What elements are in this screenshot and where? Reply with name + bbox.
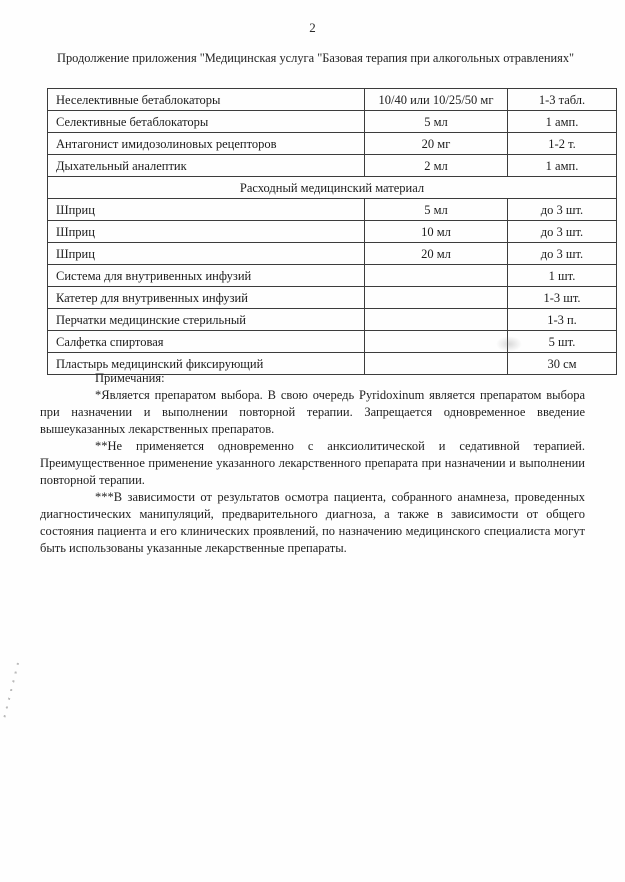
page-number: 2 [309,20,316,35]
table-cell-name: Антагонист имидозолиновых рецепторов [48,133,365,155]
table-cell-name: Пластырь медицинский фиксирующий [48,353,365,375]
table-row [48,331,617,353]
table-cell-dose: 20 мг [365,133,508,155]
table-cell-name: Неселективные бетаблокаторы [48,89,365,111]
table-row [48,111,617,133]
table-row [48,265,617,287]
table-cell-name: Селективные бетаблокаторы [48,111,365,133]
table-cell-name: Шприц [48,199,365,221]
table-row [48,133,617,155]
table-row [48,243,617,265]
table-cell-name: Дыхательный аналептик [48,155,365,177]
notes-section [40,370,585,557]
table-cell-dose [365,331,508,353]
table-cell-dose: 20 мл [365,243,508,265]
table-cell-dose [365,309,508,331]
note-paragraph-3: ***В зависимости от результатов осмотра пациента, собранного анамнеза, проведенных диагностических манипуляций, предварительного диагноза, а также в зависимости от общего состояния пациента и его клинических проявлений, по назначению медицинского специалиста могут быть использованы указанные лекарственные препараты. [40,490,585,555]
materials-table-body [48,89,617,375]
table-cell-dose: 5 мл [365,111,508,133]
table-cell-dose: 2 мл [365,155,508,177]
materials-table [47,88,617,375]
table-cell-qty: 1 амп. [508,111,617,133]
table-row [48,89,617,111]
table-cell-name: Система для внутривенных инфузий [48,265,365,287]
section-header-cell: Расходный медицинский материал [48,177,617,199]
table-cell-name: Перчатки медицинские стерильный [48,309,365,331]
table-cell-qty: 1-2 т. [508,133,617,155]
table-cell-name: Катетер для внутривенных инфузий [48,287,365,309]
table-cell-dose: 10 мл [365,221,508,243]
note-paragraph-1: *Является препаратом выбора. В свою очередь Pyridoxinum является препаратом выбора при назначении и выполнении повторной терапии. Запрещается одновременное введение вышеуказанных лекарственных препаратов. [40,388,585,436]
table-cell-qty: 1 шт. [508,265,617,287]
table-cell-qty: до 3 шт. [508,243,617,265]
notes-title: Примечания: [95,371,165,385]
table-cell-qty: до 3 шт. [508,199,617,221]
table-row [48,155,617,177]
table-row [48,287,617,309]
table-cell-dose [365,265,508,287]
table-cell-qty: 1-3 табл. [508,89,617,111]
document-header: Продолжение приложения "Медицинская услуга "Базовая терапия при алкогольных отравлениях" [57,51,575,65]
table-row [48,199,617,221]
table-cell-qty: 5 шт. [508,331,617,353]
table-cell-dose: 5 мл [365,199,508,221]
table-cell-qty: 30 см [508,353,617,375]
table-cell-dose [365,287,508,309]
table-cell-name: Шприц [48,243,365,265]
scan-artifact-mark [4,662,18,722]
table-cell-qty: 1-3 п. [508,309,617,331]
table-cell-qty: 1-3 шт. [508,287,617,309]
table-cell-qty: до 3 шт. [508,221,617,243]
table-cell-name: Шприц [48,221,365,243]
table-cell-name: Салфетка спиртовая [48,331,365,353]
table-row [48,309,617,331]
table-row [48,221,617,243]
table-cell-qty: 1 амп. [508,155,617,177]
table-row [48,177,617,199]
note-paragraph-2: **Не применяется одновременно с анксиолитической и седативной терапией. Преимущественное применение указанного лекарственного препарата при назначении и выполнении повторной терапии. [40,439,585,487]
table-cell-dose: 10/40 или 10/25/50 мг [365,89,508,111]
